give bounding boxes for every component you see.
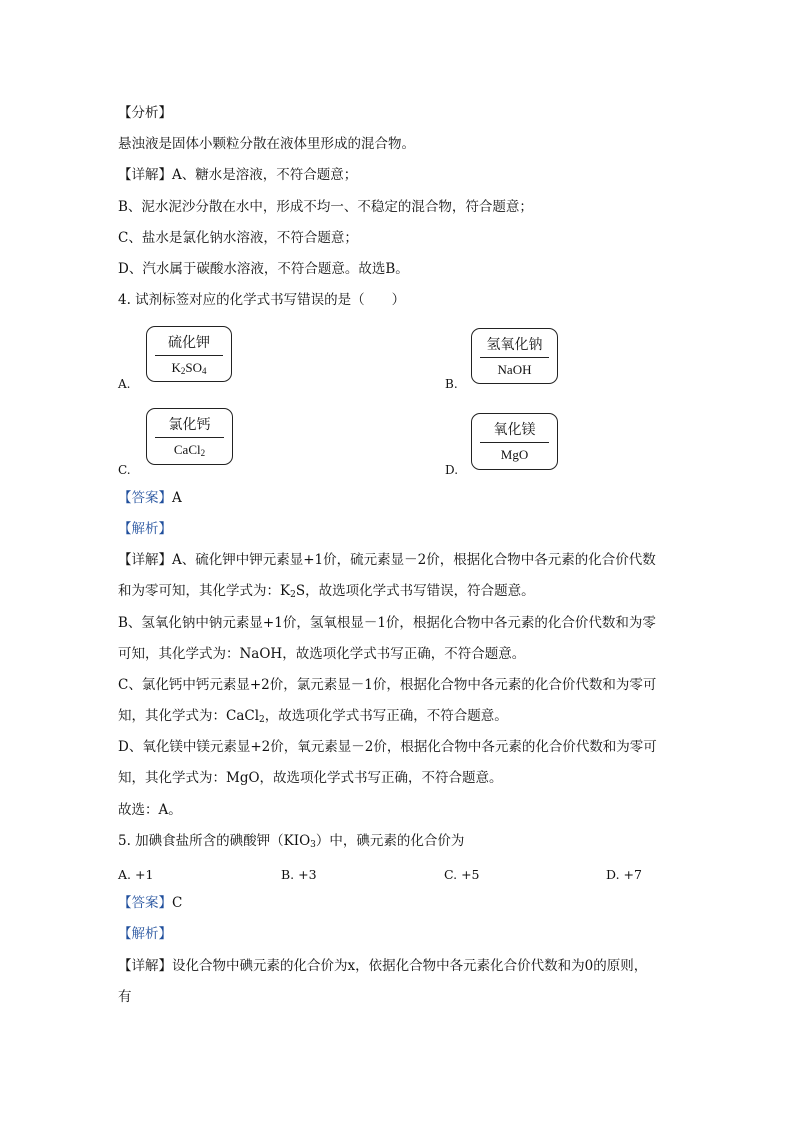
q4-detail-c1: C、氯化钙中钙元素显+2价，氯元素显－1价，根据化合物中各元素的化合价代数和为零可 [118,677,657,693]
q4-detail-a1 [118,551,656,569]
q5-detail-line2: 有 [118,989,132,1005]
stem-text: 5. 加碘食盐所含的碘酸钾（KIO [118,833,311,849]
label-divider [155,437,224,438]
reagent-name: 氧化镁 [493,422,536,438]
reagent-formula: MgO [500,447,529,462]
answer-value: A [172,490,182,506]
detail-text: A、硫化钾中钾元素显+1价，硫元素显－2价，根据化合物中各元素的化合价代数 [172,552,656,568]
q4-stem: 4. 试剂标签对应的化学式书写错误的是（ ） [118,292,406,308]
formula-part: SO [185,360,202,375]
q4-option-d-letter: D. [445,463,459,477]
reagent-name: 氯化钙 [168,417,211,433]
q3-detail-a [118,166,357,184]
analysis-heading: 【分析】 [118,105,172,121]
q5-option-c: C. +5 [444,867,480,882]
q5-detail-line1 [118,957,647,975]
formula-subscript: 2 [259,715,265,725]
detail-label: 【详解】 [118,958,172,974]
detail-text: ，故选项化学式书写正确，不符合题意。 [264,708,508,724]
q4-detail-b2: 可知，其化学式为：NaOH，故选项化学式书写正确，不符合题意。 [118,646,526,662]
q5-stem [118,832,464,854]
q4-detail-d1: D、氧化镁中镁元素显+2价，氧元素显－2价，根据化合物中各元素的化合价代数和为零可 [118,739,657,755]
formula-subscript: 2 [200,448,206,458]
reagent-label-a [146,326,232,382]
reagent-name: 硫化钾 [168,335,210,351]
q4-explain-label: 【解析】 [118,521,172,537]
q5-option-a: A. +1 [118,867,154,882]
stem-text: ）中，碘元素的化合价为 [315,833,465,849]
q4-option-a-letter: A. [118,377,131,391]
answer-label: 【答案】 [118,895,172,911]
reagent-label-c [146,408,233,465]
q4-answer [118,489,182,507]
label-divider [480,442,549,443]
q4-conclusion: 故选：A。 [118,802,182,818]
answer-value: C [172,895,183,911]
formula-subscript: 2 [180,366,186,376]
reagent-formula [147,360,231,376]
q5-answer [118,894,182,912]
detail-text: 和为零可知，其化学式为：K [118,583,291,599]
label-divider [155,355,223,356]
q4-detail-c2 [118,707,508,729]
formula-subscript: 3 [310,840,316,850]
q4-detail-a2 [118,582,535,604]
detail-text: 知，其化学式为：CaCl [118,708,260,724]
detail-text: 设化合物中碘元素的化合价为x，依据化合物中各元素化合价代数和为0的原则， [172,958,648,974]
reagent-formula: NaOH [497,362,532,377]
reagent-label-d [471,413,558,470]
reagent-label-b [471,328,558,384]
label-divider [480,357,549,358]
formula-subscript: 4 [202,366,207,376]
q4-detail-b1: B、氢氧化钠中钠元素显+1价，氢氧根显－1价，根据化合物中各元素的化合价代数和为零 [118,615,656,631]
q5-option-d: D. +7 [606,867,642,882]
formula-subscript: 2 [290,590,296,600]
reagent-formula [147,442,232,458]
q3-detail-c: C、盐水是氯化钠水溶液，不符合题意； [118,230,358,246]
q4-option-c-letter: C. [118,463,131,477]
q4-detail-d2: 知，其化学式为：MgO，故选项化学式书写正确，不符合题意。 [118,770,503,786]
detail-text: A、糖水是溶液，不符合题意； [172,167,358,183]
formula-part: K [171,360,181,375]
q4-option-b-letter: B. [445,377,458,391]
detail-text: S，故选项化学式书写错误，符合题意。 [295,583,535,599]
analysis-text: 悬浊液是固体小颗粒分散在液体里形成的混合物。 [118,136,415,152]
q5-explain-label: 【解析】 [118,926,172,942]
q3-detail-b: B、泥水泥沙分散在水中，形成不均一、不稳定的混合物，符合题意； [118,199,533,215]
q5-option-b: B. +3 [281,867,317,882]
detail-label: 【详解】 [118,167,172,183]
q3-detail-d: D、汽水属于碳酸水溶液，不符合题意。故选B。 [118,261,409,277]
detail-label: 【详解】 [118,552,172,568]
reagent-name: 氢氧化钠 [486,337,543,353]
formula-part: CaCl [173,442,201,457]
answer-label: 【答案】 [118,490,172,506]
